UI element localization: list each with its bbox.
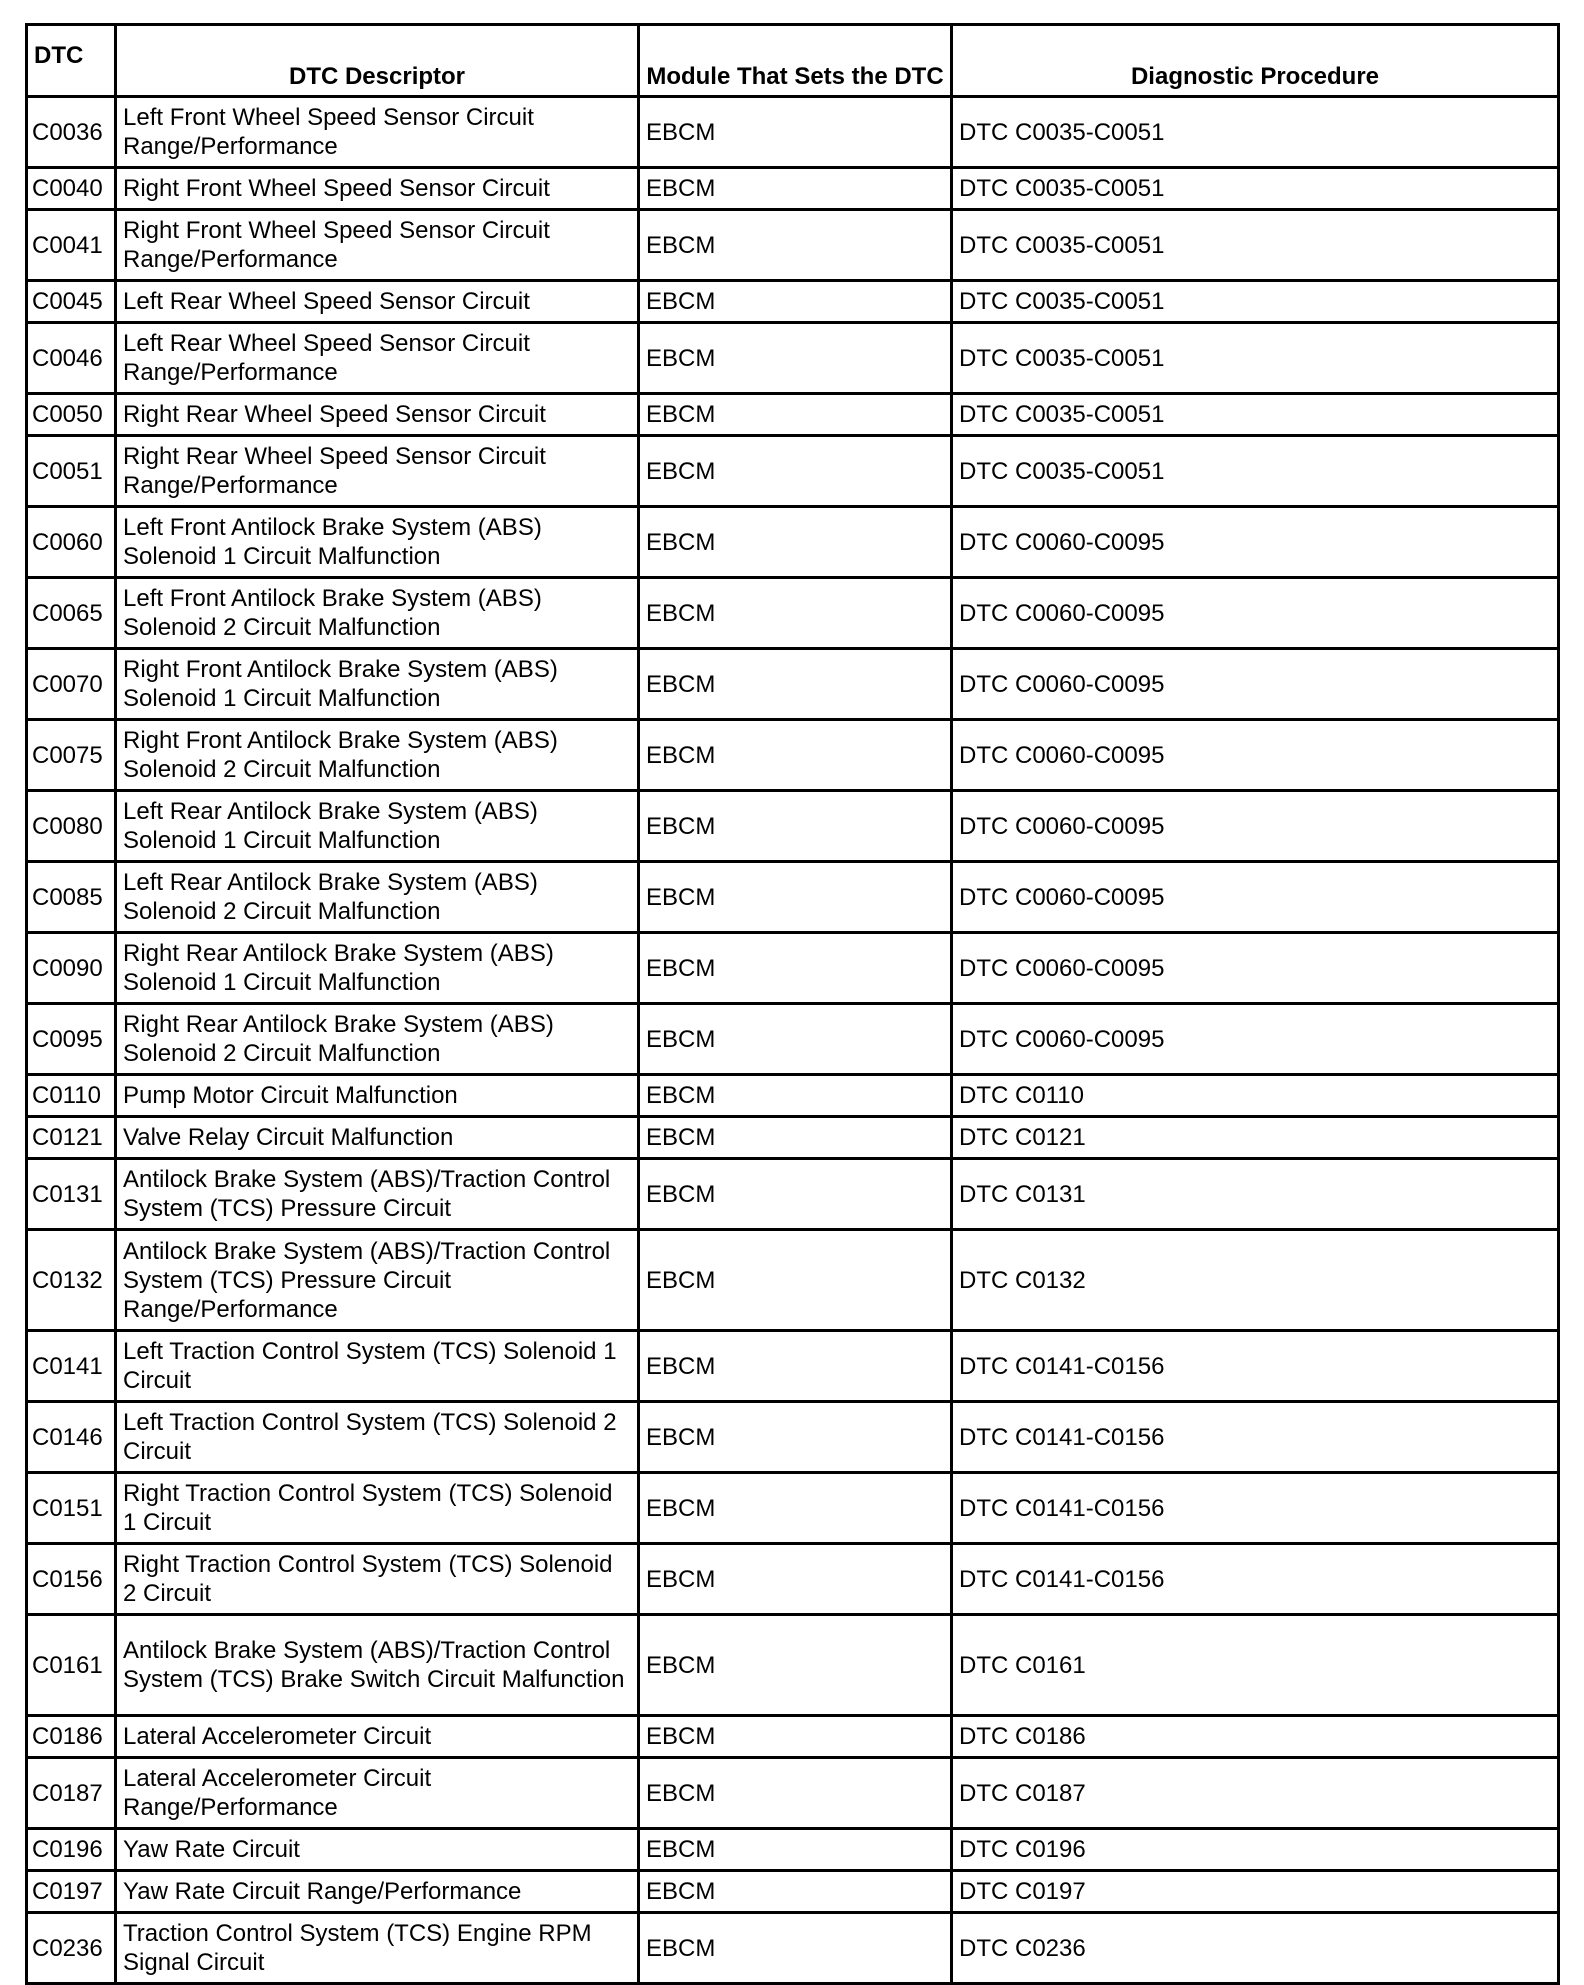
cell-dtc: C0236 <box>27 1913 116 1984</box>
cell-dtc: C0085 <box>27 862 116 933</box>
cell-module: EBCM <box>639 281 952 323</box>
cell-procedure: DTC C0035-C0051 <box>952 281 1559 323</box>
cell-module: EBCM <box>639 436 952 507</box>
cell-dtc: C0040 <box>27 168 116 210</box>
cell-module: EBCM <box>639 933 952 1004</box>
cell-dtc: C0196 <box>27 1829 116 1871</box>
cell-descriptor: Lateral Accelerometer Circuit Range/Performance <box>116 1758 639 1829</box>
cell-module: EBCM <box>639 1230 952 1331</box>
cell-procedure: DTC C0197 <box>952 1871 1559 1913</box>
table-row <box>27 281 1559 323</box>
table-row <box>27 436 1559 507</box>
table-row <box>27 97 1559 168</box>
cell-descriptor: Valve Relay Circuit Malfunction <box>116 1117 639 1159</box>
table-row <box>27 649 1559 720</box>
table-row <box>27 323 1559 394</box>
cell-module: EBCM <box>639 210 952 281</box>
cell-descriptor: Yaw Rate Circuit <box>116 1829 639 1871</box>
table-body <box>27 97 1559 1984</box>
table-row <box>27 507 1559 578</box>
cell-descriptor: Left Rear Antilock Brake System (ABS) Solenoid 2 Circuit Malfunction <box>116 862 639 933</box>
table-row <box>27 1004 1559 1075</box>
cell-module: EBCM <box>639 720 952 791</box>
header-module: Module That Sets the DTC <box>639 25 952 97</box>
cell-descriptor: Yaw Rate Circuit Range/Performance <box>116 1871 639 1913</box>
table-row <box>27 394 1559 436</box>
cell-dtc: C0186 <box>27 1716 116 1758</box>
cell-dtc: C0141 <box>27 1331 116 1402</box>
cell-procedure: DTC C0131 <box>952 1159 1559 1230</box>
table-row <box>27 1117 1559 1159</box>
cell-procedure: DTC C0236 <box>952 1913 1559 1984</box>
cell-module: EBCM <box>639 1402 952 1473</box>
cell-descriptor: Antilock Brake System (ABS)/Traction Control System (TCS) Brake Switch Circuit Malfunction <box>116 1615 639 1716</box>
table-row <box>27 168 1559 210</box>
cell-dtc: C0161 <box>27 1615 116 1716</box>
table-row <box>27 1544 1559 1615</box>
cell-descriptor: Right Rear Wheel Speed Sensor Circuit Range/Performance <box>116 436 639 507</box>
cell-descriptor: Right Front Antilock Brake System (ABS) Solenoid 1 Circuit Malfunction <box>116 649 639 720</box>
cell-dtc: C0187 <box>27 1758 116 1829</box>
cell-module: EBCM <box>639 1544 952 1615</box>
document <box>25 23 1557 1985</box>
cell-module: EBCM <box>639 1829 952 1871</box>
cell-procedure: DTC C0141-C0156 <box>952 1331 1559 1402</box>
table-row <box>27 210 1559 281</box>
cell-procedure: DTC C0060-C0095 <box>952 791 1559 862</box>
cell-procedure: DTC C0060-C0095 <box>952 507 1559 578</box>
table-row <box>27 1758 1559 1829</box>
cell-procedure: DTC C0060-C0095 <box>952 578 1559 649</box>
cell-descriptor: Right Front Wheel Speed Sensor Circuit <box>116 168 639 210</box>
cell-dtc: C0046 <box>27 323 116 394</box>
table-row <box>27 791 1559 862</box>
dtc-table <box>25 23 1560 1985</box>
cell-procedure: DTC C0060-C0095 <box>952 649 1559 720</box>
cell-dtc: C0080 <box>27 791 116 862</box>
table-row <box>27 862 1559 933</box>
cell-dtc: C0095 <box>27 1004 116 1075</box>
cell-module: EBCM <box>639 97 952 168</box>
cell-dtc: C0045 <box>27 281 116 323</box>
cell-module: EBCM <box>639 507 952 578</box>
cell-descriptor: Left Front Antilock Brake System (ABS) Solenoid 2 Circuit Malfunction <box>116 578 639 649</box>
cell-module: EBCM <box>639 1075 952 1117</box>
cell-dtc: C0197 <box>27 1871 116 1913</box>
cell-procedure: DTC C0132 <box>952 1230 1559 1331</box>
cell-procedure: DTC C0187 <box>952 1758 1559 1829</box>
cell-descriptor: Right Traction Control System (TCS) Solenoid 1 Circuit <box>116 1473 639 1544</box>
table-row <box>27 1716 1559 1758</box>
cell-dtc: C0090 <box>27 933 116 1004</box>
header-procedure: Diagnostic Procedure <box>952 25 1559 97</box>
cell-procedure: DTC C0035-C0051 <box>952 97 1559 168</box>
table-row <box>27 1913 1559 1984</box>
cell-procedure: DTC C0141-C0156 <box>952 1402 1559 1473</box>
cell-module: EBCM <box>639 1473 952 1544</box>
cell-procedure: DTC C0141-C0156 <box>952 1544 1559 1615</box>
cell-dtc: C0051 <box>27 436 116 507</box>
cell-descriptor: Traction Control System (TCS) Engine RPM Signal Circuit <box>116 1913 639 1984</box>
table-row <box>27 1159 1559 1230</box>
cell-procedure: DTC C0141-C0156 <box>952 1473 1559 1544</box>
cell-procedure: DTC C0186 <box>952 1716 1559 1758</box>
cell-descriptor: Right Traction Control System (TCS) Solenoid 2 Circuit <box>116 1544 639 1615</box>
table-row <box>27 1615 1559 1716</box>
cell-module: EBCM <box>639 578 952 649</box>
cell-descriptor: Right Rear Antilock Brake System (ABS) Solenoid 2 Circuit Malfunction <box>116 1004 639 1075</box>
cell-descriptor: Left Front Antilock Brake System (ABS) Solenoid 1 Circuit Malfunction <box>116 507 639 578</box>
cell-descriptor: Left Rear Antilock Brake System (ABS) Solenoid 1 Circuit Malfunction <box>116 791 639 862</box>
cell-module: EBCM <box>639 323 952 394</box>
table-row <box>27 1871 1559 1913</box>
cell-descriptor: Left Front Wheel Speed Sensor Circuit Range/Performance <box>116 97 639 168</box>
cell-procedure: DTC C0035-C0051 <box>952 394 1559 436</box>
header-row <box>27 25 1559 97</box>
cell-descriptor: Right Front Wheel Speed Sensor Circuit Range/Performance <box>116 210 639 281</box>
cell-procedure: DTC C0035-C0051 <box>952 436 1559 507</box>
cell-procedure: DTC C0035-C0051 <box>952 323 1559 394</box>
cell-module: EBCM <box>639 649 952 720</box>
header-dtc: DTC <box>27 25 116 97</box>
table-row <box>27 1402 1559 1473</box>
cell-procedure: DTC C0060-C0095 <box>952 862 1559 933</box>
cell-descriptor: Right Front Antilock Brake System (ABS) Solenoid 2 Circuit Malfunction <box>116 720 639 791</box>
cell-module: EBCM <box>639 862 952 933</box>
cell-module: EBCM <box>639 1117 952 1159</box>
cell-dtc: C0050 <box>27 394 116 436</box>
cell-dtc: C0132 <box>27 1230 116 1331</box>
cell-module: EBCM <box>639 1758 952 1829</box>
cell-dtc: C0146 <box>27 1402 116 1473</box>
cell-procedure: DTC C0060-C0095 <box>952 933 1559 1004</box>
cell-dtc: C0070 <box>27 649 116 720</box>
cell-descriptor: Left Rear Wheel Speed Sensor Circuit Range/Performance <box>116 323 639 394</box>
cell-module: EBCM <box>639 1004 952 1075</box>
cell-module: EBCM <box>639 1716 952 1758</box>
cell-dtc: C0151 <box>27 1473 116 1544</box>
cell-module: EBCM <box>639 168 952 210</box>
cell-dtc: C0156 <box>27 1544 116 1615</box>
cell-descriptor: Antilock Brake System (ABS)/Traction Control System (TCS) Pressure Circuit <box>116 1159 639 1230</box>
table-row <box>27 1331 1559 1402</box>
cell-dtc: C0065 <box>27 578 116 649</box>
cell-dtc: C0121 <box>27 1117 116 1159</box>
cell-module: EBCM <box>639 1331 952 1402</box>
cell-procedure: DTC C0035-C0051 <box>952 210 1559 281</box>
cell-descriptor: Right Rear Antilock Brake System (ABS) Solenoid 1 Circuit Malfunction <box>116 933 639 1004</box>
cell-module: EBCM <box>639 1871 952 1913</box>
cell-module: EBCM <box>639 791 952 862</box>
cell-procedure: DTC C0121 <box>952 1117 1559 1159</box>
cell-descriptor: Pump Motor Circuit Malfunction <box>116 1075 639 1117</box>
cell-procedure: DTC C0035-C0051 <box>952 168 1559 210</box>
cell-module: EBCM <box>639 1615 952 1716</box>
table-row <box>27 720 1559 791</box>
cell-dtc: C0110 <box>27 1075 116 1117</box>
cell-dtc: C0060 <box>27 507 116 578</box>
cell-dtc: C0075 <box>27 720 116 791</box>
cell-descriptor: Lateral Accelerometer Circuit <box>116 1716 639 1758</box>
cell-descriptor: Right Rear Wheel Speed Sensor Circuit <box>116 394 639 436</box>
cell-descriptor: Antilock Brake System (ABS)/Traction Control System (TCS) Pressure Circuit Range/Performance <box>116 1230 639 1331</box>
cell-procedure: DTC C0060-C0095 <box>952 1004 1559 1075</box>
cell-dtc: C0041 <box>27 210 116 281</box>
cell-module: EBCM <box>639 1913 952 1984</box>
cell-procedure: DTC C0110 <box>952 1075 1559 1117</box>
table-row <box>27 1829 1559 1871</box>
cell-dtc: C0131 <box>27 1159 116 1230</box>
cell-procedure: DTC C0161 <box>952 1615 1559 1716</box>
cell-descriptor: Left Rear Wheel Speed Sensor Circuit <box>116 281 639 323</box>
cell-module: EBCM <box>639 394 952 436</box>
cell-procedure: DTC C0060-C0095 <box>952 720 1559 791</box>
cell-descriptor: Left Traction Control System (TCS) Solenoid 2 Circuit <box>116 1402 639 1473</box>
table-row <box>27 1230 1559 1331</box>
table-row <box>27 1075 1559 1117</box>
table-row <box>27 578 1559 649</box>
header-descriptor: DTC Descriptor <box>116 25 639 97</box>
table-row <box>27 933 1559 1004</box>
table-row <box>27 1473 1559 1544</box>
cell-dtc: C0036 <box>27 97 116 168</box>
cell-descriptor: Left Traction Control System (TCS) Solenoid 1 Circuit <box>116 1331 639 1402</box>
cell-module: EBCM <box>639 1159 952 1230</box>
cell-procedure: DTC C0196 <box>952 1829 1559 1871</box>
